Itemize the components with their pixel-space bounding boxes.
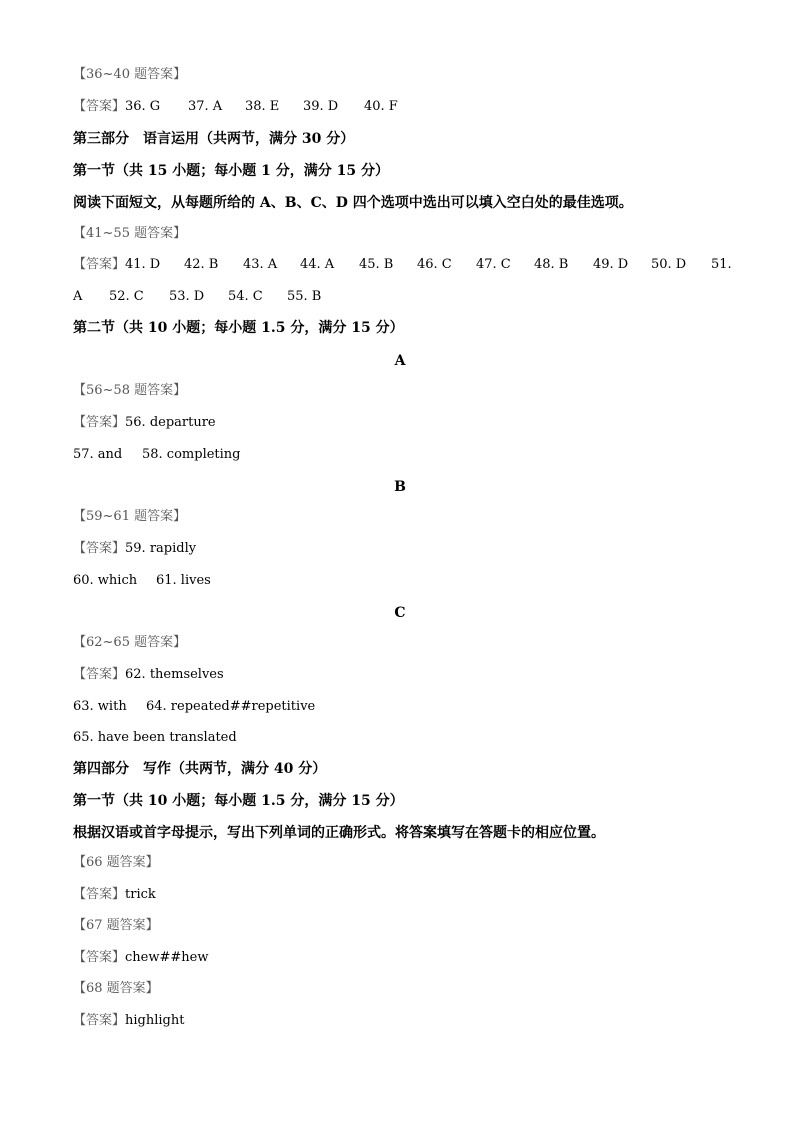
answer-header-62-65: 【62~65 题答案】 <box>73 635 187 650</box>
answer-item: 57. and <box>73 447 123 462</box>
answer-item: 38. E <box>245 99 280 114</box>
answer-label: 【答案】 <box>73 257 126 272</box>
answer-header-36-40: 【36~40 题答案】 <box>73 67 187 82</box>
section-two-heading: 第二节（共 10 小题；每小题 1.5 分，满分 15 分） <box>73 320 404 336</box>
answer-label: 【答案】 <box>73 541 126 556</box>
answer-line-63-64 <box>73 699 333 715</box>
section-one-heading: 第一节（共 15 小题；每小题 1 分，满分 15 分） <box>73 163 389 179</box>
answer-item: 59. rapidly <box>125 541 197 556</box>
answer-item: 51. <box>711 257 732 272</box>
answer-line-51-55 <box>73 289 333 305</box>
answer-line-57-58 <box>73 447 293 463</box>
answer-item: trick <box>125 887 156 902</box>
answer-header-41-55: 【41~55 题答案】 <box>73 226 187 241</box>
answer-item: 50. D <box>651 257 687 272</box>
answer-item: 52. C <box>109 289 144 304</box>
answer-line-65: 65. have been translated <box>73 730 237 745</box>
passage-label-c: C <box>394 605 406 621</box>
answer-header-56-58: 【56~58 题答案】 <box>73 383 187 398</box>
answer-item: 39. D <box>303 99 339 114</box>
passage-label-b: B <box>394 479 406 495</box>
answer-label: 【答案】 <box>73 950 126 965</box>
answer-item: 48. B <box>534 257 569 272</box>
answer-line-41-51 <box>73 257 743 273</box>
answer-header-67: 【67 题答案】 <box>73 918 159 933</box>
answer-line-56 <box>73 415 216 431</box>
answer-item: 40. F <box>364 99 398 114</box>
answer-item: 43. A <box>243 257 278 272</box>
answer-item: chew##hew <box>125 950 209 965</box>
answer-line-67 <box>73 950 208 966</box>
answer-item: 45. B <box>359 257 394 272</box>
part-four-heading: 第四部分 写作（共两节，满分 40 分） <box>73 761 327 777</box>
answer-item: 60. which <box>73 573 138 588</box>
writing-instruction-text: 根据汉语或首字母提示，写出下列单词的正确形式。将答案填写在答题卡的相应位置。 <box>73 825 605 841</box>
answer-header-68: 【68 题答案】 <box>73 981 159 996</box>
answer-header-59-61: 【59~61 题答案】 <box>73 509 187 524</box>
answer-label: 【答案】 <box>73 99 126 114</box>
writing-section-one-heading: 第一节（共 10 小题；每小题 1.5 分，满分 15 分） <box>73 793 404 809</box>
answer-item: 41. D <box>125 257 161 272</box>
answer-item: highlight <box>125 1013 185 1028</box>
answer-item: 46. C <box>417 257 452 272</box>
answer-item: 53. D <box>169 289 205 304</box>
answer-item: 62. themselves <box>125 667 224 682</box>
answer-item: 54. C <box>228 289 263 304</box>
answer-item: 63. with <box>73 699 127 714</box>
answer-item: 58. completing <box>142 447 241 462</box>
part-three-heading: 第三部分 语言运用（共两节，满分 30 分） <box>73 131 355 147</box>
answer-item: 61. lives <box>156 573 211 588</box>
answer-item: 44. A <box>300 257 335 272</box>
answer-item: 37. A <box>188 99 223 114</box>
answer-item: 36. G <box>125 99 161 114</box>
answer-line-36-40 <box>73 99 453 115</box>
answer-label: 【答案】 <box>73 1013 126 1028</box>
answer-line-60-61 <box>73 573 293 589</box>
answer-item: 49. D <box>593 257 629 272</box>
answer-item: 47. C <box>476 257 511 272</box>
answer-line-62 <box>73 667 224 683</box>
answer-item: A <box>73 289 83 304</box>
answer-item: 55. B <box>287 289 322 304</box>
answer-label: 【答案】 <box>73 415 126 430</box>
answer-item: 42. B <box>184 257 219 272</box>
answer-line-66 <box>73 887 156 903</box>
answer-line-68 <box>73 1013 184 1029</box>
answer-label: 【答案】 <box>73 887 126 902</box>
instruction-text: 阅读下面短文，从每题所给的 A、B、C、D 四个选项中选出可以填入空白处的最佳选项。 <box>73 195 633 211</box>
answer-label: 【答案】 <box>73 667 126 682</box>
passage-label-a: A <box>394 353 406 369</box>
answer-header-66: 【66 题答案】 <box>73 855 159 870</box>
answer-item: 56. departure <box>125 415 216 430</box>
answer-item: 64. repeated##repetitive <box>146 699 316 714</box>
answer-line-59 <box>73 541 196 557</box>
